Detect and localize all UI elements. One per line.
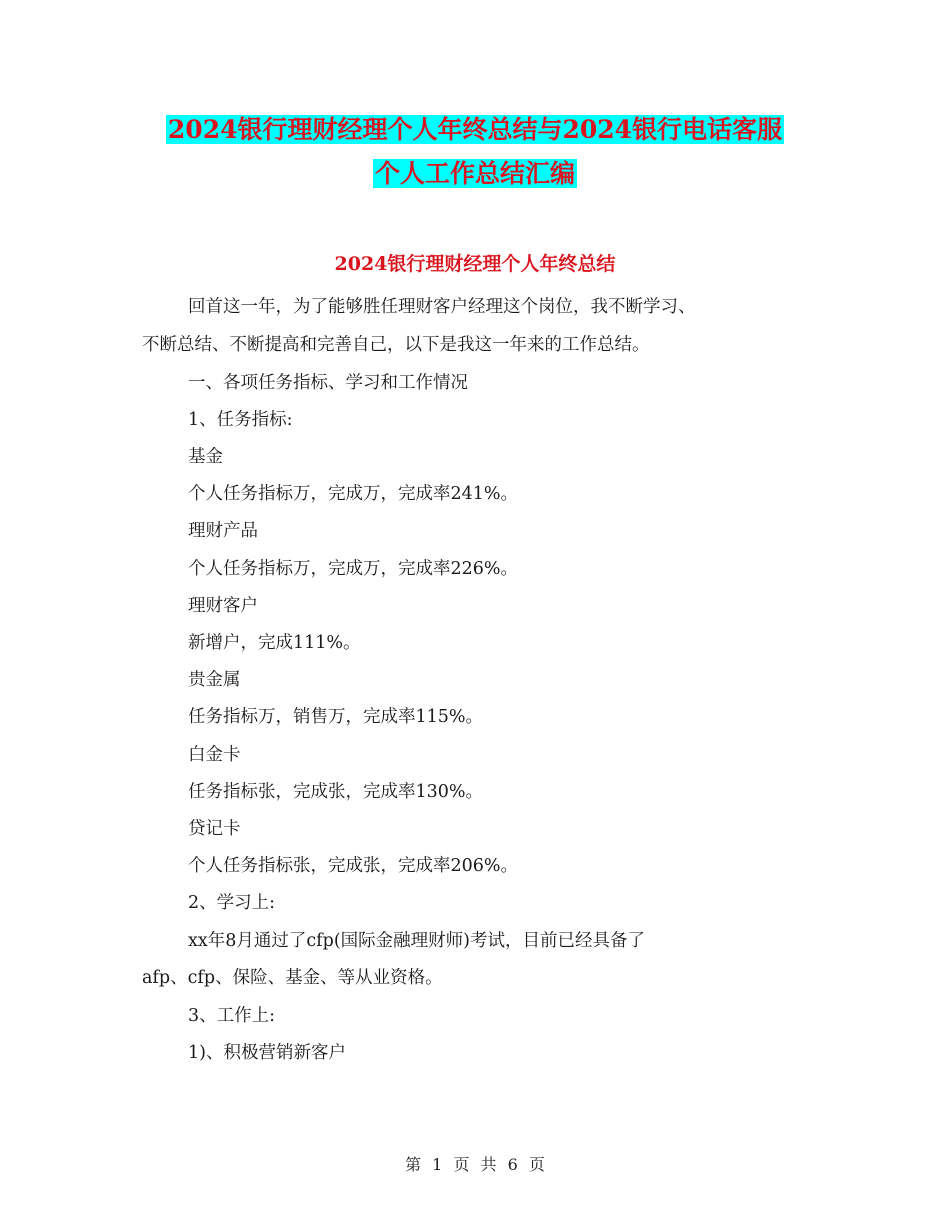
- paragraph-line: xx年8月通过了cfp(国际金融理财师)考试，目前已经具备了: [188, 931, 646, 951]
- item-detail: 新增户，完成111%。: [188, 633, 361, 653]
- section-title: 2024银行理财经理个人年终总结: [334, 253, 616, 275]
- item-detail: 个人任务指标万，完成万，完成率241%。: [188, 484, 519, 504]
- document-title-line-2: 个人工作总结汇编: [374, 159, 575, 188]
- subheading-line: 2、学习上:: [188, 893, 276, 913]
- paragraph-line: 不断总结、不断提高和完善自己，以下是我这一年来的工作总结。: [142, 335, 650, 355]
- item-label: 贷记卡: [188, 819, 241, 839]
- item-label: 贵金属: [188, 670, 241, 690]
- item-label: 理财产品: [188, 521, 258, 541]
- item-label: 白金卡: [188, 745, 241, 765]
- item-detail: 个人任务指标张，完成张，完成率206%。: [188, 856, 519, 876]
- paragraph-line: 回首这一年，为了能够胜任理财客户经理这个岗位，我不断学习、: [188, 297, 696, 317]
- heading-line: 一、各项任务指标、学习和工作情况: [188, 373, 468, 393]
- document-title-line-1: 2024银行理财经理个人年终总结与2024银行电话客服: [167, 115, 783, 144]
- subheading-line: 1、任务指标:: [188, 410, 293, 430]
- item-label: 基金: [188, 447, 223, 467]
- paragraph-line: 1)、积极营销新客户: [188, 1043, 346, 1063]
- item-label: 理财客户: [188, 596, 258, 616]
- item-detail: 个人任务指标万，完成万，完成率226%。: [188, 559, 519, 579]
- page-footer: 第 1 页 共 6 页: [405, 1155, 545, 1174]
- paragraph-line: afp、cfp、保险、基金、等从业资格。: [142, 968, 443, 988]
- subheading-line: 3、工作上:: [188, 1006, 276, 1026]
- item-detail: 任务指标万，销售万，完成率115%。: [188, 707, 484, 727]
- item-detail: 任务指标张，完成张，完成率130%。: [188, 782, 484, 802]
